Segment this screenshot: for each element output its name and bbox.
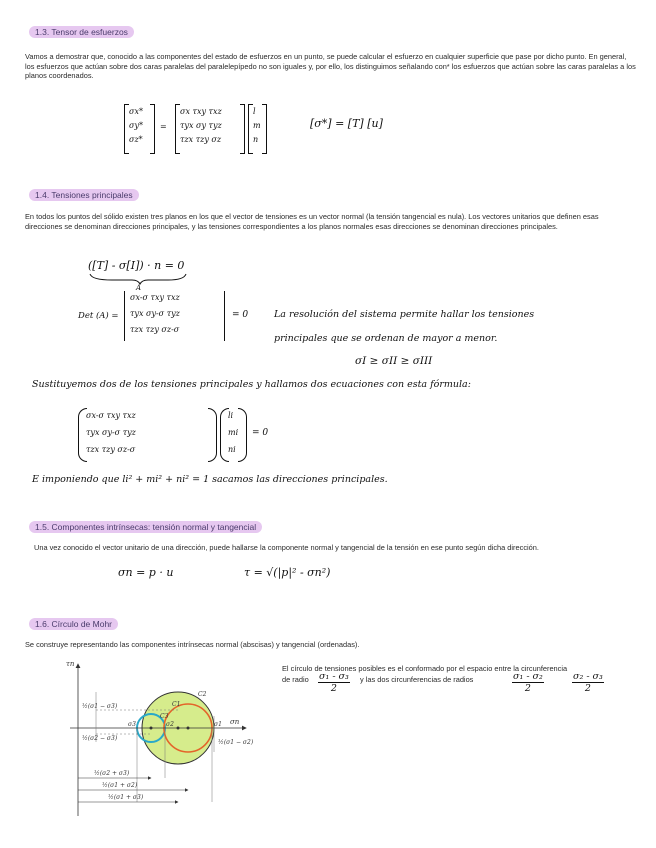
label-s3: σ3: [128, 721, 136, 728]
sys-vec-m: mi: [228, 428, 239, 437]
det-row-1: σx-σ τxy τxz: [130, 293, 180, 302]
det-label: Det (A) =: [78, 311, 119, 321]
lhs-row-1: σx*: [129, 107, 143, 116]
label-d12: ½(σ1 + σ2): [102, 782, 138, 789]
frac1-numerator: σ₁ - σ₃: [319, 671, 349, 682]
label-d23: ½(σ2 + σ3): [94, 770, 130, 777]
determinant: [124, 291, 228, 343]
frac3-denominator: 2: [584, 683, 591, 694]
lhs-row-2: σy*: [129, 121, 143, 130]
vec-n: n: [253, 135, 259, 144]
tensor-matrix-equation: [120, 104, 270, 154]
label-c1: C1: [172, 701, 181, 708]
mohr-intro: Se construye representando las componentes intrínsecas normal (abscisas) y tangencial (ordenadas).: [25, 640, 360, 649]
mohr-description-1: El círculo de tensiones posibles es el conformado por el espacio entre la circunferencia: [282, 664, 568, 673]
section-heading-1-3: 1.3. Tensor de esfuerzos: [29, 26, 134, 38]
det-row-3: τzx τzy σz-σ: [130, 325, 180, 334]
eigen-equation: ([T] - σ[I]) · n = 0: [88, 259, 185, 272]
label-d13: ½(σ1 + σ3): [108, 794, 144, 801]
sys-vec-n: ni: [228, 445, 236, 454]
normal-stress-formula: σn = p · u: [118, 566, 174, 579]
mohr-circle-diagram: [60, 656, 270, 828]
right-paren: [208, 408, 217, 462]
right-bracket: [150, 104, 155, 154]
frac2-denominator: 2: [524, 683, 531, 694]
paragraph-principal: En todos los puntos del sólido existen tres planos en los que el vector de tensiones es un vector normal (la tensión tangencial es nula). Los vectores unitarios que definen esas direcciones se denominan direcciones principales, y las tensiones correspondientes a los planos normales esas direcciones se denominan direcciones principales.: [25, 212, 599, 231]
right-paren: [238, 408, 247, 462]
right-bracket: [262, 104, 267, 154]
sys-rhs: = 0: [252, 428, 269, 438]
sigma-axis-label: σn: [230, 718, 240, 726]
label-r12: ½(σ1 − σ2): [218, 739, 254, 746]
frac3-numerator: σ₂ - σ₃: [573, 671, 603, 682]
det-row-2: τyx σy-σ τyz: [130, 309, 180, 318]
det-bar-left: [124, 291, 125, 341]
underbrace-label: A: [136, 284, 142, 292]
label-r13: ½(σ1 − σ3): [82, 703, 118, 710]
imposing-text: E imponiendo que li² + mi² + ni² = 1 sacamos las direcciones principales.: [32, 474, 388, 485]
center-c2: [177, 727, 180, 730]
sys-row-1: σx-σ τxy τxz: [86, 411, 136, 420]
label-s2: σ2: [166, 721, 174, 728]
frac2-numerator: σ₁ - σ₂: [513, 671, 543, 682]
tensor-row-2: τyx σy τyz: [180, 121, 222, 130]
radius-fraction-1: [318, 671, 350, 694]
sys-row-3: τzx τzy σz-σ: [86, 445, 136, 454]
label-c3: C3: [160, 713, 169, 720]
principal-order: σI ≥ σII ≥ σIII: [355, 355, 433, 367]
det-rhs: = 0: [232, 310, 249, 320]
tensor-row-3: τzx τzy σz: [180, 135, 222, 144]
paragraph-tensor: Vamos a demostrar que, conocido a las componentes del estado de esfuerzos en un punto, se puede calcular el esfuerzo en cualquier superficie que pase por dicho punto. En general, los esfuerzos que actúan sobre dos caras paralelas del paralelepípedo no son iguales y, por ello, los distinguimos señalando con* los esfuerzos que actúan sobre las caras paralelas a los planos coordenados.: [25, 52, 636, 81]
det-bar-right: [224, 291, 225, 341]
label-c2: C2: [198, 691, 207, 698]
note-line-1: La resolución del sistema permite hallar los tensiones: [274, 309, 535, 320]
center-c1: [187, 727, 190, 730]
tensor-row-1: σx τxy τxz: [180, 107, 222, 116]
label-r23: ½(σ2 − σ3): [82, 735, 118, 742]
substitution-text: Sustituyemos dos de los tensiones principales y hallamos dos ecuaciones con esta fórmula:: [32, 379, 471, 390]
note-line-2: principales que se ordenan de mayor a menor.: [274, 333, 498, 344]
tangential-stress-formula: τ = √(|p|² - σn²): [244, 566, 331, 579]
vec-m: m: [253, 121, 261, 130]
lhs-row-3: σz*: [129, 135, 143, 144]
compact-equation: [σ*] = [T] [u]: [310, 117, 383, 130]
tau-axis-label: τn: [66, 660, 75, 668]
section-heading-1-4: 1.4. Tensiones principales: [29, 189, 139, 201]
radius-fraction-2: [512, 671, 544, 694]
section-heading-1-5: 1.5. Componentes intrínsecas: tensión normal y tangencial: [29, 521, 262, 533]
mohr-description-2b: y las dos circunferencias de radios: [360, 675, 474, 684]
paragraph-intrinsic: Una vez conocido el vector unitario de una dirección, puede hallarse la componente normal y tangencial de la tensión en ese punto según dicha dirección.: [34, 543, 539, 552]
frac1-denominator: 2: [330, 683, 337, 694]
mohr-description-2a: de radio: [282, 675, 309, 684]
center-c3: [150, 727, 153, 730]
sys-row-2: τyx σy-σ τyz: [86, 428, 136, 437]
vec-l: l: [253, 107, 256, 116]
system-equation: [78, 408, 278, 464]
section-heading-1-6: 1.6. Círculo de Mohr: [29, 618, 118, 630]
equals-sign: =: [160, 122, 167, 131]
right-bracket: [240, 104, 245, 154]
label-s1: σ1: [214, 721, 222, 728]
radius-fraction-3: [572, 671, 604, 694]
sys-vec-l: li: [228, 411, 234, 420]
